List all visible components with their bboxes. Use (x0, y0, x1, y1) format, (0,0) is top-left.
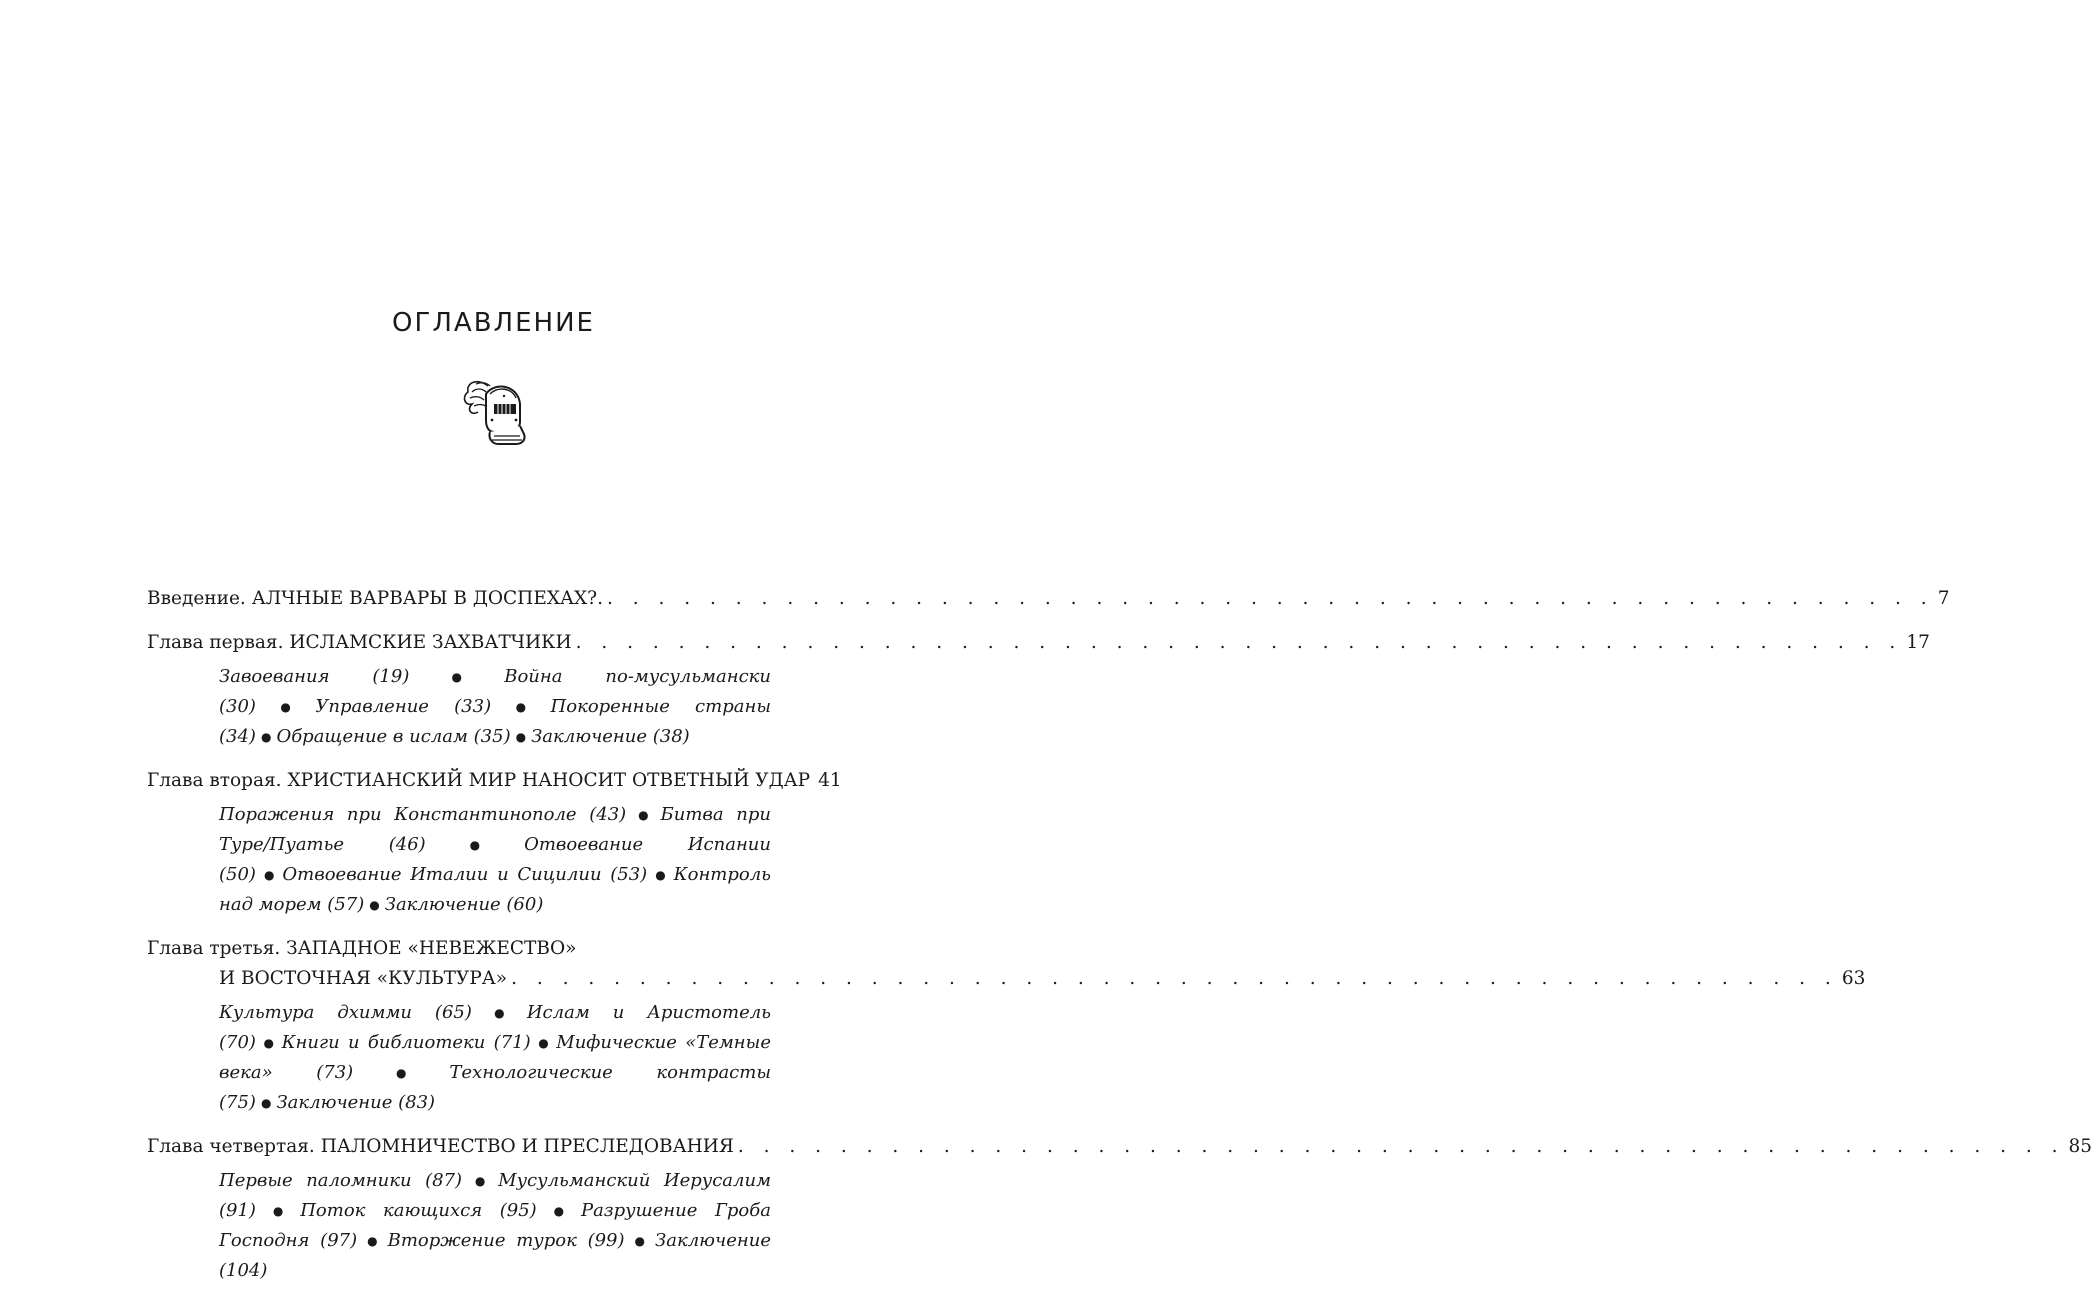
bullet-separator: ● (496, 700, 546, 714)
toc-entry-introduction[interactable] (147, 584, 1950, 614)
toc-subsections (219, 662, 771, 752)
toc-entry-chapter-2[interactable] (147, 766, 842, 920)
bullet-separator: ● (358, 1066, 445, 1080)
knight-helmet-icon (458, 374, 530, 448)
bullet-separator: ● (467, 1174, 494, 1188)
subsection: Заключение (83) (276, 1092, 436, 1113)
toc-entry-title: Глава первая. ИСЛАМСКИЕ ЗАХВАТЧИКИ (147, 632, 572, 653)
subsection: Отвоевание Испании (50) (219, 834, 771, 885)
table-of-contents (147, 584, 2092, 1299)
dot-leader: . . . . . . . . . . . . . . . . . . . . . . . . . . . . . . . . . . . . . . . . . . . . . . . . . . . . (511, 968, 1838, 989)
toc-entry-title: Глава четвертая. ПАЛОМНИЧЕСТВО И ПРЕСЛЕДОВАНИЯ (147, 1136, 734, 1157)
toc-entry-chapter-3[interactable] (147, 934, 1866, 1118)
bullet-separator: ● (652, 868, 669, 882)
subsection: Битва при Туре/Пуатье (46) (219, 804, 771, 855)
subsection: Культура дхимми (65) (219, 1002, 472, 1023)
toc-subsections (219, 998, 771, 1118)
bullet-separator: ● (629, 1234, 651, 1248)
toc-page-number: 63 (1841, 968, 1866, 989)
toc-entry-title: Глава вторая. ХРИСТИАНСКИЙ МИР НАНОСИТ ОТВЕТНЫЙ УДАР (147, 770, 811, 791)
toc-page-number: 17 (1906, 632, 1930, 653)
subsection: Обращение в ислам (35) (276, 726, 511, 747)
subsection: Заключение (60) (384, 894, 544, 915)
bullet-separator: ● (515, 730, 527, 744)
bullet-separator: ● (260, 1036, 277, 1050)
dot-leader: . . . . . . . . . . . . . . . . . . . . . . . . . . . . . . . . . . . . . . . . . . . . . . . . . . . . (575, 632, 1903, 653)
bullet-separator: ● (260, 868, 278, 882)
subsection: Ислам и Аристотель (70) (219, 1002, 771, 1053)
subsection: Заключение (38) (531, 726, 690, 747)
toc-page-number: 7 (1937, 588, 1950, 609)
bullet-separator: ● (260, 700, 311, 714)
subsection: Поток кающихся (95) (300, 1200, 537, 1221)
toc-subsections (219, 1166, 771, 1285)
dot-leader: . . . . . . . . . . . . . . . . . . . . . . . . . . . . . . . . . . . . . . . . . . . . . . . . . . . . (737, 1136, 2065, 1157)
subsection: Заключение (104) (219, 1230, 771, 1281)
toc-entry-chapter-1[interactable] (147, 628, 1930, 752)
subsection: Разрушение Гроба Господня (97) (219, 1200, 771, 1251)
subsection: Мусульманский Иерусалим (91) (219, 1170, 772, 1221)
subsection: Война по-мусульмански (30) (219, 666, 771, 717)
toc-page-number: 85 (2068, 1136, 2092, 1157)
bullet-separator: ● (362, 1234, 383, 1248)
toc-entry-title: Глава третья. ЗАПАДНОЕ «НЕВЕЖЕСТВО» (147, 938, 577, 959)
subsection: Поражения при Константинополе (43) (219, 804, 627, 825)
dot-leader: . . . . . . . . . . . . . . . . . . . . . . . . . . . . . . . . . . . . . . . . . . . . . . . . . . . . (606, 588, 1934, 609)
bullet-separator: ● (369, 898, 380, 912)
subsection: Управление (33) (315, 696, 492, 717)
bullet-separator: ● (631, 808, 656, 822)
subsection: Мифические «Темные века» (73) (219, 1032, 771, 1083)
bullet-separator: ● (430, 838, 520, 852)
toc-subsections (219, 800, 771, 920)
toc-page-number: 41 (818, 770, 842, 791)
subsection: Первые паломники (87) (219, 1170, 463, 1191)
toc-entry-title: Введение. АЛЧНЫЕ ВАРВАРЫ В ДОСПЕХАХ?. (147, 588, 603, 609)
subsection: Технологические контрасты (75) (219, 1062, 771, 1113)
bullet-separator: ● (414, 670, 500, 684)
bullet-separator: ● (260, 730, 272, 744)
subsection: Завоевания (19) (219, 666, 410, 687)
toc-entry-chapter-4[interactable] (147, 1132, 2092, 1285)
bullet-separator: ● (535, 1036, 552, 1050)
subsection: Книги и библиотеки (71) (281, 1032, 531, 1053)
toc-entry-title-continued: И ВОСТОЧНАЯ «КУЛЬТУРА» (219, 968, 508, 989)
bullet-separator: ● (260, 1096, 272, 1110)
subsection: Вторжение турок (99) (387, 1230, 625, 1251)
bullet-separator: ● (260, 1204, 296, 1218)
subsection: Контроль над морем (57) (219, 864, 771, 915)
subsection: Отвоевание Италии и Сицилии (53) (282, 864, 648, 885)
bullet-separator: ● (541, 1204, 576, 1218)
subsection: Покоренные страны (34) (219, 696, 771, 747)
bullet-separator: ● (476, 1006, 522, 1020)
page-title: ОГЛАВЛЕНИЕ (392, 308, 595, 338)
